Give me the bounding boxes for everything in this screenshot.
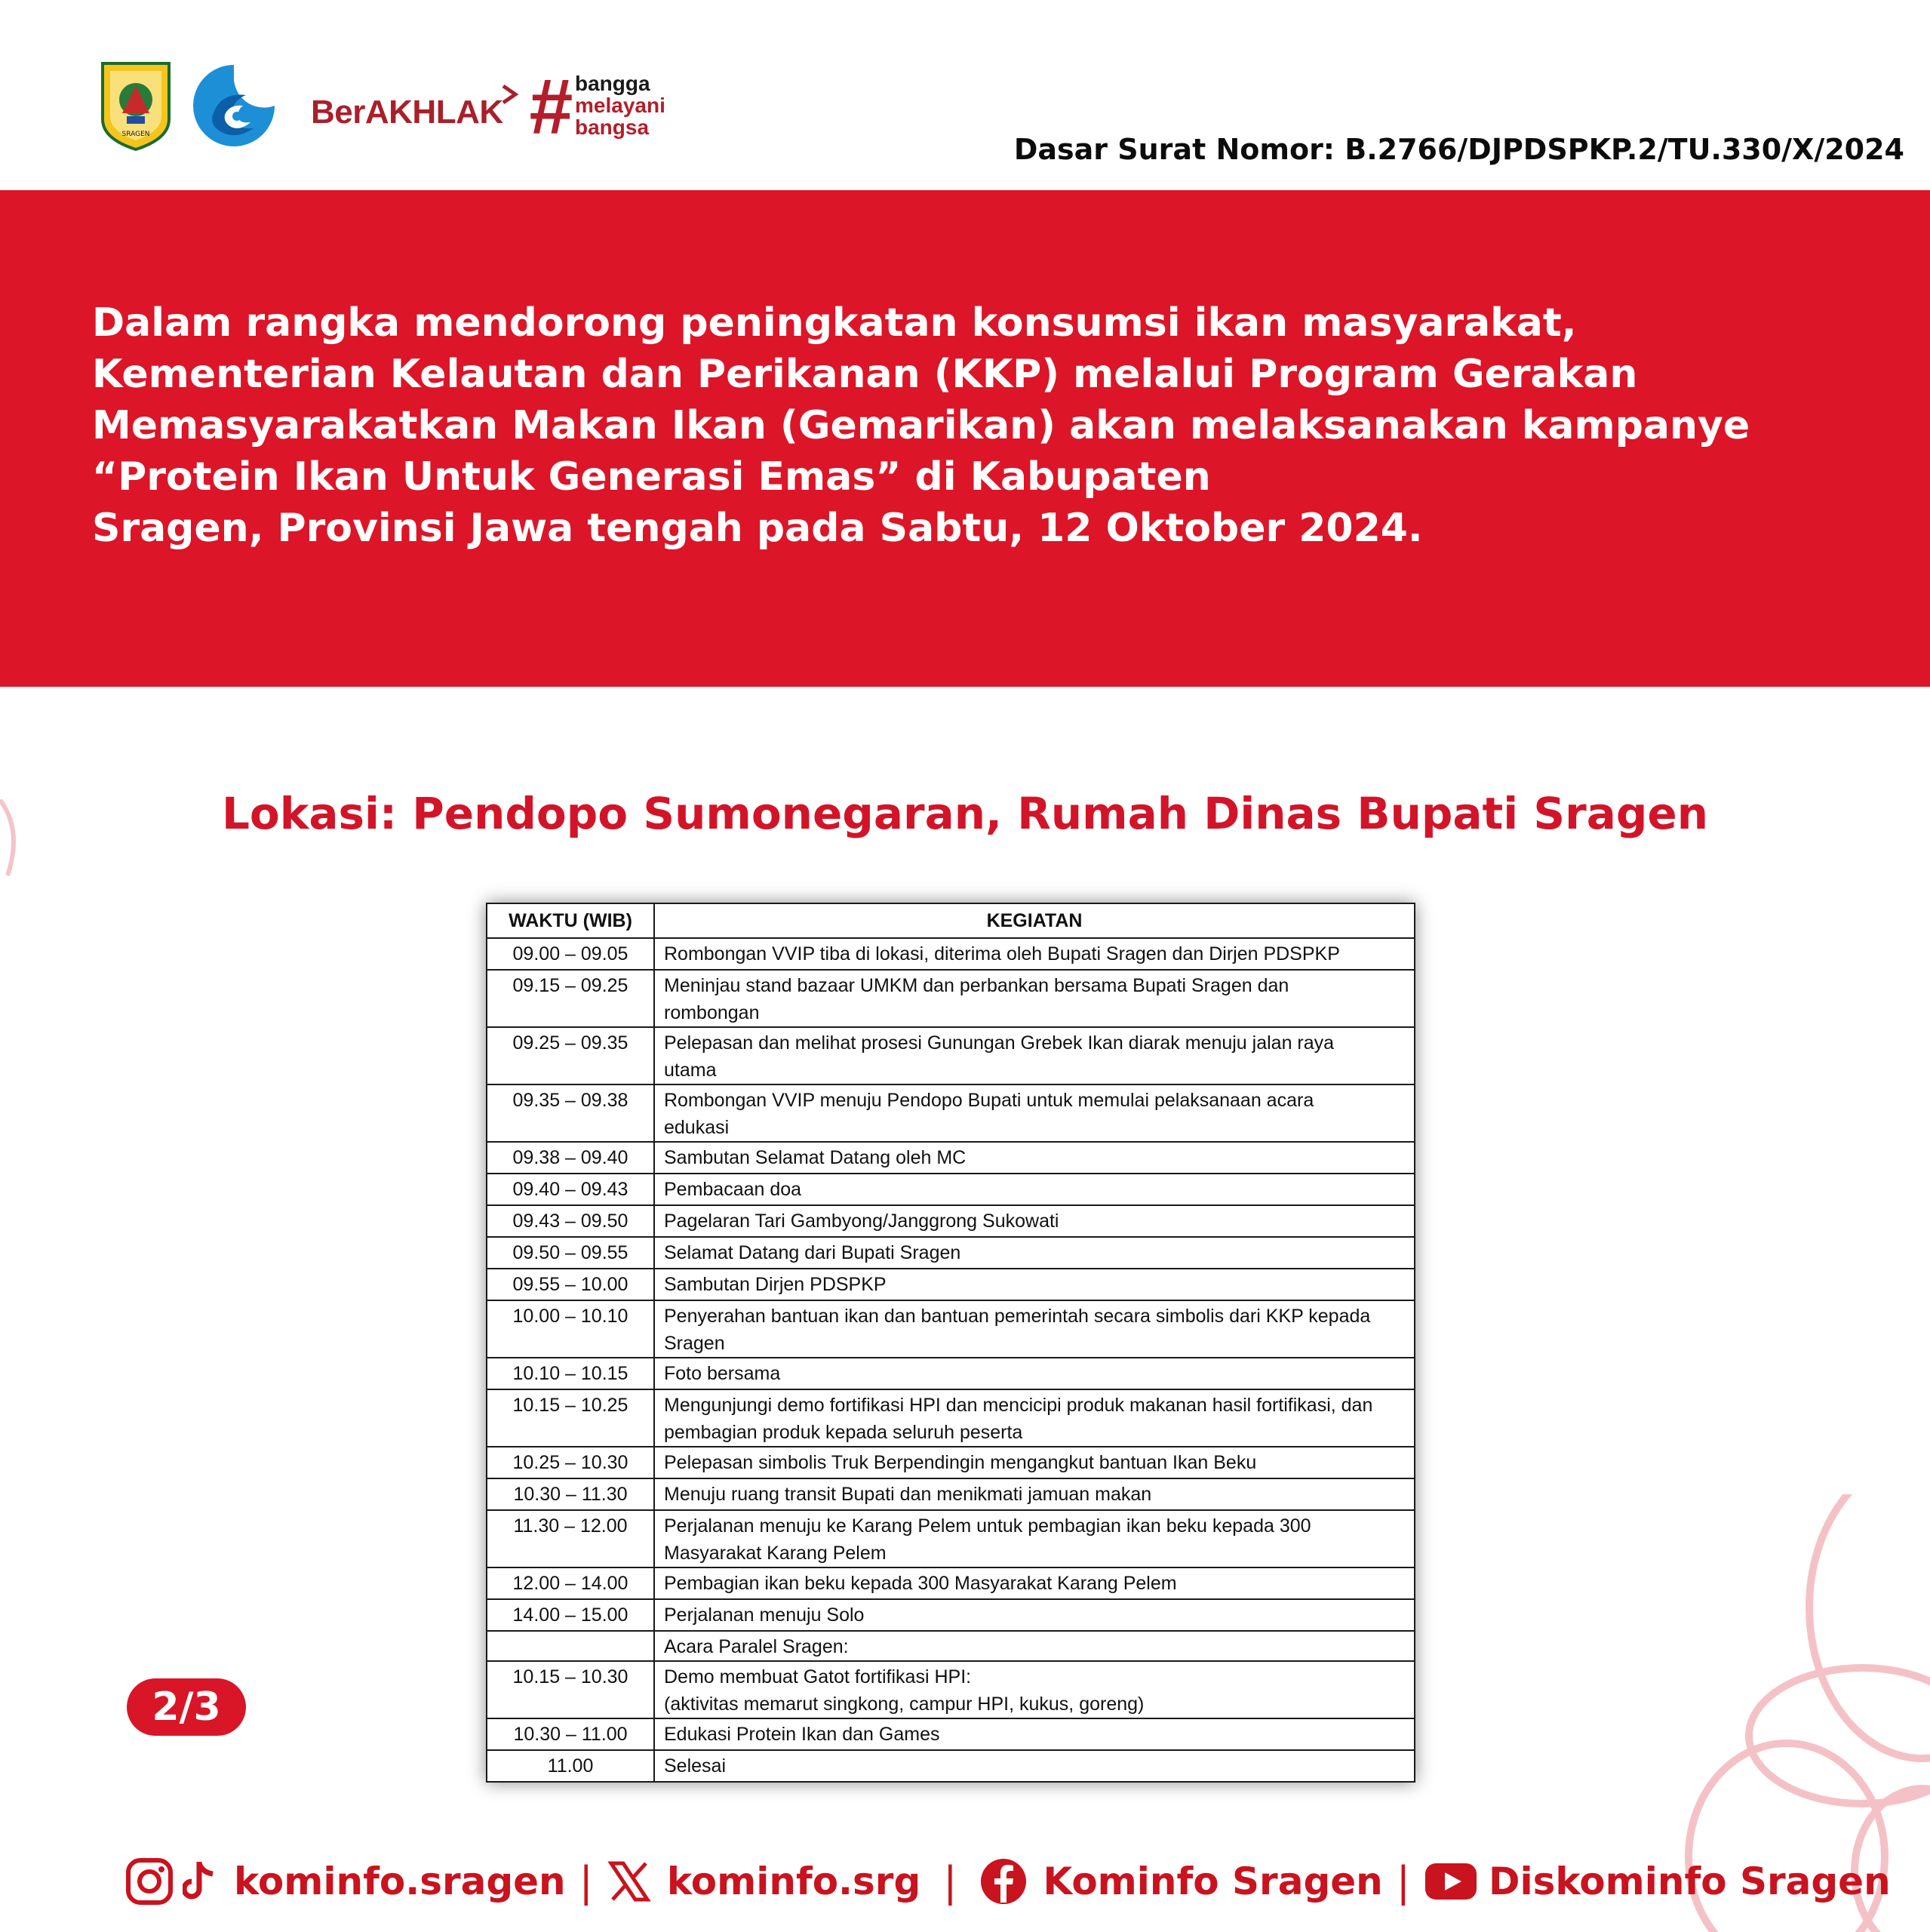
activity-line: Sragen <box>664 1333 725 1354</box>
bangga-melayani-bangsa-logo <box>528 63 687 151</box>
youtube-channel[interactable]: Diskominfo Sragen <box>1488 1860 1891 1903</box>
time-cell: 11.30 – 12.00 <box>487 1510 654 1567</box>
table-row <box>487 1631 1415 1661</box>
time-cell: 09.15 – 09.25 <box>487 970 654 1027</box>
location-title: Lokasi: Pendopo Sumonegaran, Rumah Dinas Bupati Sragen <box>221 788 1709 839</box>
activity-cell <box>654 1599 1415 1631</box>
activity-line: Penyerahan bantuan ikan dan bantuan pemerintah secara simbolis dari KKP kepada <box>664 1306 1371 1327</box>
footer-separator: | <box>579 1857 593 1906</box>
activity-line: Pembagian ikan beku kepada 300 Masyarakat Karang Pelem <box>664 1573 1177 1594</box>
activity-cell <box>654 1447 1415 1478</box>
activity-line: rombongan <box>664 1002 760 1023</box>
table-row <box>487 1237 1415 1269</box>
activity-cell <box>654 970 1415 1027</box>
activity-line: Pembacaan doa <box>664 1179 802 1200</box>
table-row <box>487 1567 1415 1599</box>
x-handle[interactable]: kominfo.srg <box>666 1860 921 1903</box>
intro-text <box>92 297 1858 554</box>
time-cell: 10.25 – 10.30 <box>487 1447 654 1478</box>
table-row <box>487 1084 1415 1142</box>
table-row <box>487 1300 1415 1358</box>
kominfo-logo-icon <box>190 62 278 149</box>
intro-banner <box>0 190 1930 687</box>
activity-cell <box>654 1510 1415 1567</box>
table-row <box>487 1358 1415 1389</box>
table-row <box>487 1750 1415 1782</box>
tiktok-icon[interactable] <box>183 1859 219 1904</box>
time-cell: 09.55 – 10.00 <box>487 1269 654 1300</box>
berakhlak-label: BerAKHLAK <box>311 94 503 131</box>
time-cell: 09.00 – 09.05 <box>487 938 654 970</box>
chevron-right-icon <box>499 83 521 106</box>
activity-cell <box>654 1718 1415 1750</box>
time-cell: 10.15 – 10.25 <box>487 1389 654 1447</box>
activity-line: utama <box>664 1060 717 1081</box>
time-cell: 10.10 – 10.15 <box>487 1358 654 1389</box>
time-cell: 10.15 – 10.30 <box>487 1661 654 1718</box>
schedule-table <box>486 903 1415 1783</box>
activity-cell <box>654 1205 1415 1237</box>
table-row <box>487 1510 1415 1567</box>
table-row <box>487 1478 1415 1510</box>
time-cell: 12.00 – 14.00 <box>487 1567 654 1599</box>
activity-line: pembagian produk kepada seluruh peserta <box>664 1422 1023 1443</box>
column-header-time: WAKTU (WIB) <box>487 903 654 938</box>
bangsa-word: bangsa <box>575 115 650 139</box>
time-cell: 11.00 <box>487 1750 654 1782</box>
table-row <box>487 1389 1415 1447</box>
time-cell: 09.35 – 09.38 <box>487 1084 654 1142</box>
activity-line: Edukasi Protein Ikan dan Games <box>664 1724 940 1745</box>
activity-cell <box>654 1631 1415 1661</box>
intro-line: Dalam rangka mendorong peningkatan konsumsi ikan masyarakat, <box>92 300 1577 346</box>
instagram-icon[interactable] <box>125 1857 174 1906</box>
facebook-icon[interactable] <box>979 1857 1028 1906</box>
activity-cell <box>654 1567 1415 1599</box>
time-cell: 14.00 – 15.00 <box>487 1599 654 1631</box>
activity-line: Menuju ruang transit Bupati dan menikmati jamuan makan <box>664 1484 1152 1505</box>
activity-cell <box>654 1142 1415 1174</box>
social-footer <box>125 1847 1891 1915</box>
table-row <box>487 1174 1415 1205</box>
table-row <box>487 1661 1415 1718</box>
activity-cell <box>654 1174 1415 1205</box>
time-cell <box>487 1631 654 1661</box>
footer-separator: | <box>1396 1857 1410 1906</box>
schedule-table-container <box>486 903 1415 1783</box>
activity-line: Sambutan Selamat Datang oleh MC <box>664 1147 967 1168</box>
intro-line: Sragen, Provinsi Jawa tengah pada Sabtu, 12 Oktober 2024. <box>92 506 1423 551</box>
activity-line: Perjalanan menuju ke Karang Pelem untuk pembagian ikan beku kepada 300 <box>664 1515 1311 1537</box>
activity-line: Rombongan VVIP tiba di lokasi, diterima oleh Bupati Sragen dan Dirjen PDSPKP <box>664 943 1340 964</box>
activity-line: Pelepasan simbolis Truk Berpendingin mengangkut bantuan Ikan Beku <box>664 1452 1257 1473</box>
letter-reference: Dasar Surat Nomor: B.2766/DJPDSPKP.2/TU.330/X/2024 <box>1013 133 1904 166</box>
activity-cell <box>654 938 1415 970</box>
time-cell: 09.50 – 09.55 <box>487 1237 654 1269</box>
activity-line: Demo membuat Gatot fortifikasi HPI: <box>664 1666 972 1687</box>
sragen-crest-icon <box>100 60 172 152</box>
activity-line: Selesai <box>664 1755 726 1777</box>
table-row <box>487 1027 1415 1084</box>
table-row <box>487 970 1415 1027</box>
activity-line: Rombongan VVIP menuju Pendopo Bupati untuk memulai pelaksanaan acara <box>664 1090 1314 1111</box>
x-twitter-icon[interactable] <box>607 1859 652 1904</box>
time-cell: 10.00 – 10.10 <box>487 1300 654 1358</box>
activity-line: Sambutan Dirjen PDSPKP <box>664 1274 887 1295</box>
activity-cell <box>654 1084 1415 1142</box>
activity-cell <box>654 1750 1415 1782</box>
activity-line: (aktivitas memarut singkong, campur HPI, kukus, goreng) <box>664 1694 1145 1715</box>
activity-cell <box>654 1661 1415 1718</box>
activity-line: Foto bersama <box>664 1363 781 1384</box>
table-row <box>487 1447 1415 1478</box>
activity-line: edukasi <box>664 1117 730 1138</box>
table-row <box>487 1718 1415 1750</box>
activity-line: Meninjau stand bazaar UMKM dan perbankan bersama Bupati Sragen dan <box>664 975 1289 996</box>
footer-separator: | <box>943 1857 957 1906</box>
activity-cell <box>654 1478 1415 1510</box>
table-row <box>487 1599 1415 1631</box>
table-row <box>487 1205 1415 1237</box>
page-indicator: 2/3 <box>127 1678 246 1736</box>
time-cell: 09.43 – 09.50 <box>487 1205 654 1237</box>
activity-line: Selamat Datang dari Bupati Sragen <box>664 1242 961 1263</box>
table-row <box>487 938 1415 970</box>
activity-cell <box>654 1269 1415 1300</box>
activity-cell <box>654 1027 1415 1084</box>
activity-line: Acara Paralel Sragen: <box>664 1636 849 1657</box>
activity-line: Perjalanan menuju Solo <box>664 1604 865 1626</box>
facebook-page[interactable]: Kominfo Sragen <box>1043 1860 1383 1903</box>
activity-cell <box>654 1358 1415 1389</box>
activity-cell <box>654 1389 1415 1447</box>
activity-cell <box>654 1237 1415 1269</box>
melayani-word: melayani <box>575 94 665 117</box>
table-row <box>487 1269 1415 1300</box>
activity-cell <box>654 1300 1415 1358</box>
time-cell: 09.40 – 09.43 <box>487 1174 654 1205</box>
bangga-word: bangga <box>575 72 650 95</box>
intro-line: Kementerian Kelautan dan Perikanan (KKP) melalui Program Gerakan <box>92 352 1638 397</box>
activity-line: Pagelaran Tari Gambyong/Janggrong Sukowati <box>664 1211 1059 1232</box>
table-header-row <box>487 903 1415 938</box>
intro-line: “Protein Ikan Untuk Generasi Emas” di Kabupaten <box>92 454 1211 500</box>
table-row <box>487 1142 1415 1174</box>
intro-line: Memasyarakatkan Makan Ikan (Gemarikan) akan melaksanakan kampanye <box>92 403 1750 448</box>
time-cell: 10.30 – 11.00 <box>487 1718 654 1750</box>
column-header-activity: KEGIATAN <box>654 903 1415 938</box>
berakhlak-logo <box>311 78 521 131</box>
time-cell: 10.30 – 11.30 <box>487 1478 654 1510</box>
activity-line: Masyarakat Karang Pelem <box>664 1543 887 1564</box>
time-cell: 09.38 – 09.40 <box>487 1142 654 1174</box>
time-cell: 09.25 – 09.35 <box>487 1027 654 1084</box>
activity-line: Pelepasan dan melihat prosesi Gunungan Grebek Ikan diarak menuju jalan raya <box>664 1032 1335 1054</box>
activity-line: Mengunjungi demo fortifikasi HPI dan mencicipi produk makanan hasil fortifikasi, dan <box>664 1395 1373 1416</box>
instagram-handle[interactable]: kominfo.sragen <box>234 1860 566 1903</box>
hashtag-icon: # <box>528 63 572 151</box>
youtube-icon[interactable] <box>1424 1862 1478 1901</box>
crest-label: SRAGEN <box>121 131 150 138</box>
